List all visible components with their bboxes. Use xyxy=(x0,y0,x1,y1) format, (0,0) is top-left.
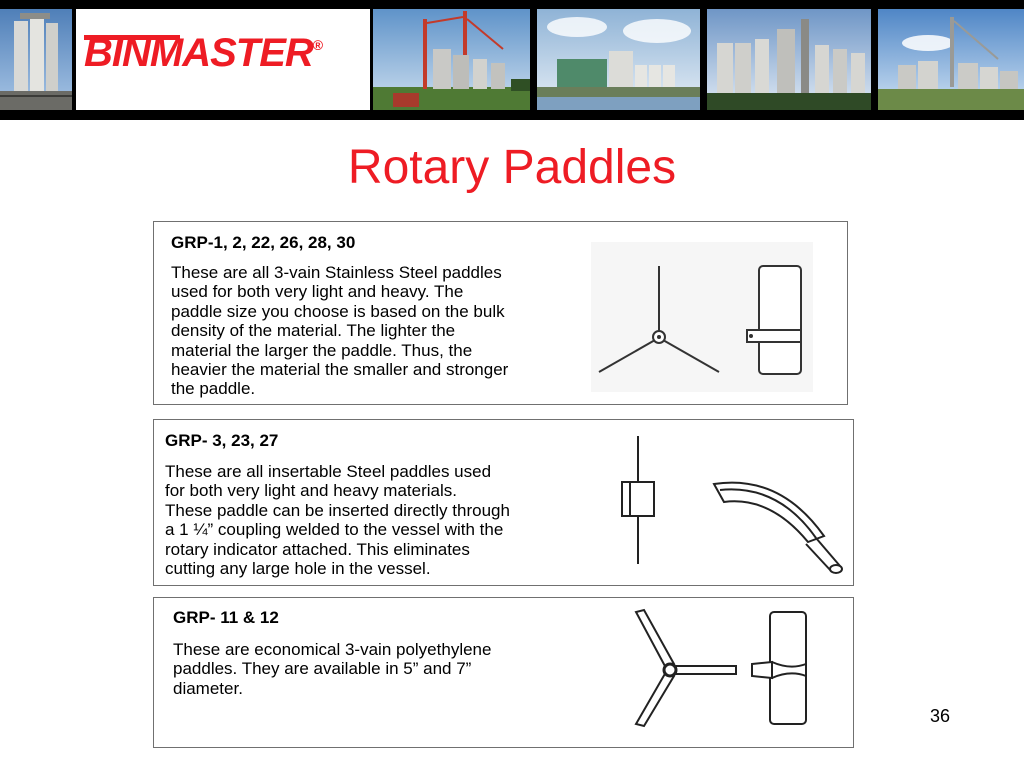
page-number: 36 xyxy=(930,706,951,726)
binmaster-logo xyxy=(76,9,370,110)
section-description xyxy=(173,640,491,698)
elevator-photo xyxy=(707,9,871,110)
section-heading: GRP- 11 & 12 xyxy=(173,608,279,627)
description-line: a 1 ¼” coupling welded to the vessel with the xyxy=(165,520,504,540)
description-line: These paddle can be inserted directly through xyxy=(165,500,510,520)
description-line: cutting any large hole in the vessel. xyxy=(165,559,431,579)
slide-title: Rotary Paddles xyxy=(347,141,677,194)
farm-silo-photo xyxy=(373,9,530,110)
stainless-paddle-drawing xyxy=(591,242,813,392)
description-line: used for both very light and heavy. The xyxy=(171,282,464,302)
section-heading: GRP-1, 2, 22, 26, 28, 30 xyxy=(171,233,356,252)
description-line: for both very light and heavy materials. xyxy=(165,481,457,501)
header-banner xyxy=(0,0,1024,120)
description-line: heavier the material the smaller and stronger xyxy=(171,360,509,380)
logo-wordmark: BINMASTER® xyxy=(84,31,323,75)
plant-photo xyxy=(537,9,700,110)
grain-bins-photo xyxy=(878,9,1024,110)
polyethylene-paddle-drawing xyxy=(630,608,840,728)
description-line: diameter. xyxy=(173,678,243,698)
description-line: rotary indicator attached. This eliminates xyxy=(165,539,470,559)
paddle-section-grp-11 xyxy=(153,597,854,748)
paddle-section-grp-1 xyxy=(153,221,848,405)
description-line: These are all insertable Steel paddles used xyxy=(165,462,492,481)
description-line: paddle size you choose is based on the bulk xyxy=(171,301,505,321)
insertable-paddle-drawing xyxy=(610,432,850,582)
description-line: material the larger the paddle. Thus, the xyxy=(171,340,473,360)
silo-photo-1 xyxy=(0,9,72,110)
section-description xyxy=(165,462,510,578)
description-line: the paddle. xyxy=(171,379,256,399)
description-line: density of the material. The lighter the xyxy=(171,321,456,341)
description-line: These are all 3-vain Stainless Steel paddles xyxy=(171,263,502,282)
paddle-section-grp-3 xyxy=(153,419,854,586)
section-heading: GRP- 3, 23, 27 xyxy=(165,431,279,450)
section-description xyxy=(171,263,508,399)
description-line: paddles. They are available in 5” and 7” xyxy=(173,659,472,679)
description-line: These are economical 3-vain polyethylene xyxy=(173,640,492,659)
